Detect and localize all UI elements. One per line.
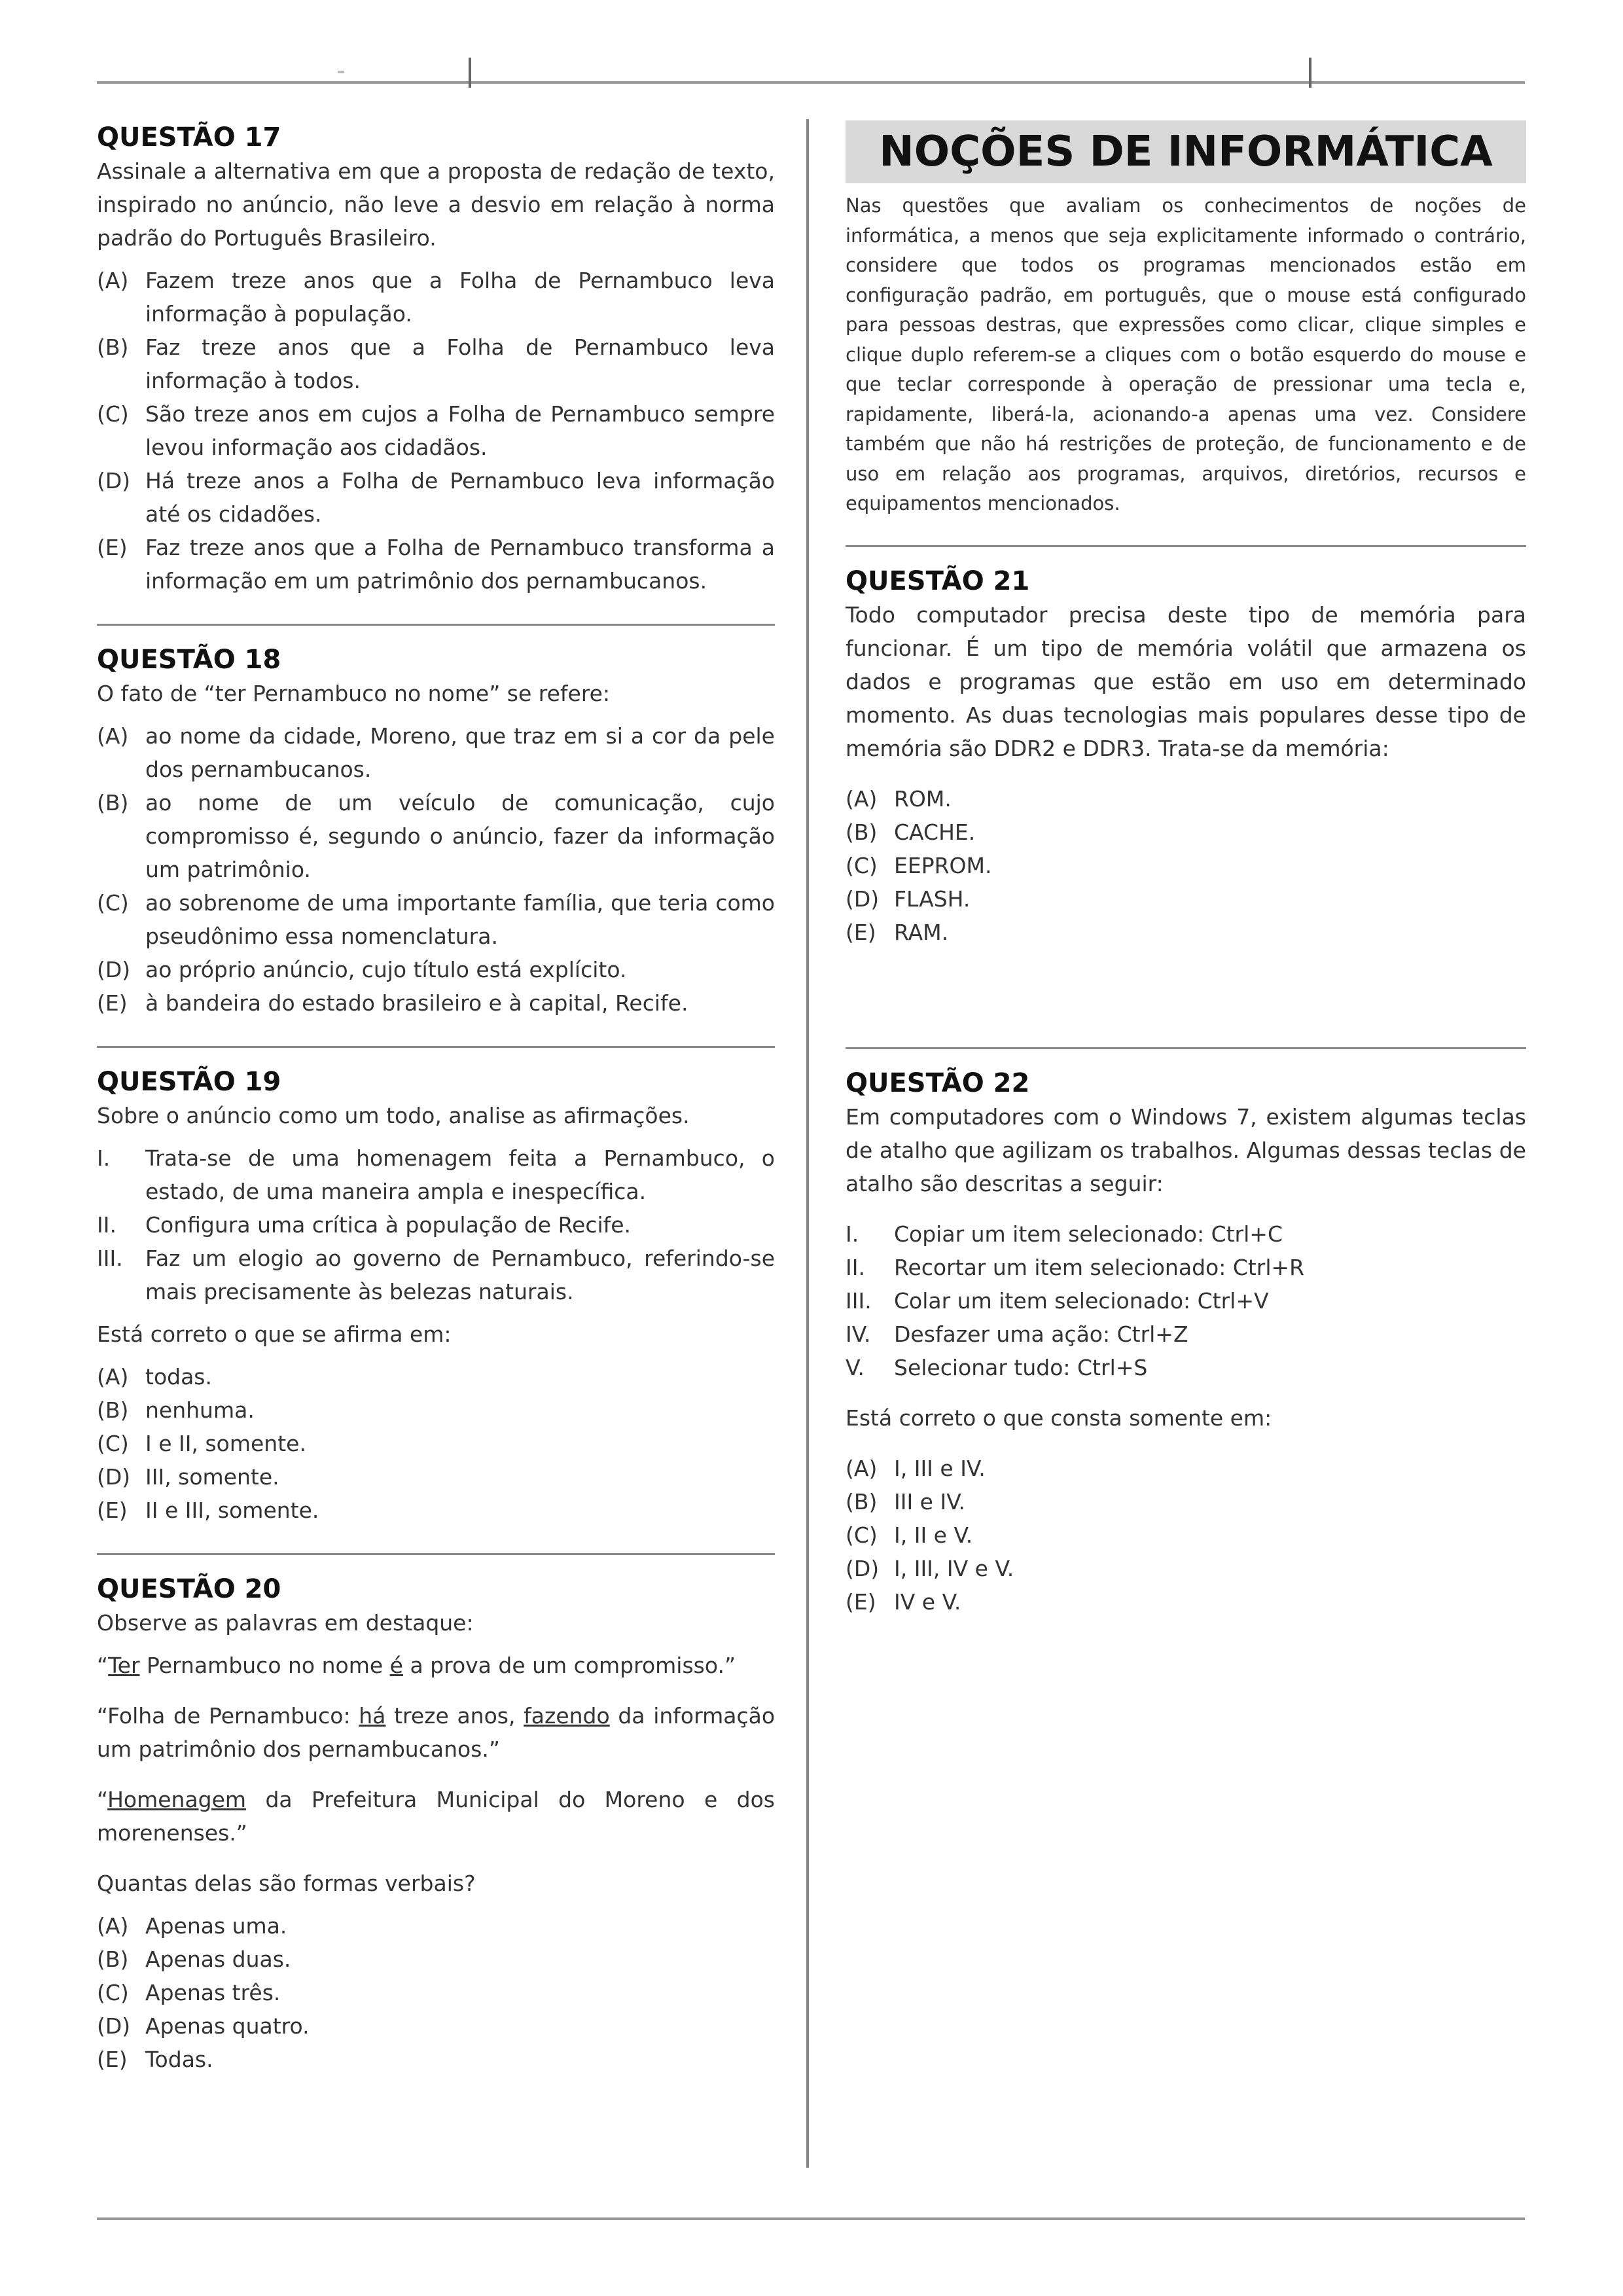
section-title: NOÇÕES DE INFORMÁTICA bbox=[846, 120, 1526, 183]
column-divider bbox=[806, 119, 809, 2168]
question-prompt: Está correto o que consta somente em: bbox=[846, 1405, 1272, 1431]
option-e: (E) Faz treze anos que a Folha de Pernambuco transforma a informação em um patrimônio dos pernambucanos. bbox=[97, 535, 775, 594]
footer-rule bbox=[97, 2217, 1525, 2220]
statement-iv: IV. Desfazer uma ação: Ctrl+Z bbox=[846, 1321, 1188, 1347]
option-b: (B) Faz treze anos que a Folha de Pernambuco leva informação à todos. bbox=[97, 334, 775, 393]
option-d: (D) FLASH. bbox=[846, 886, 971, 912]
option-a: (A) ROM. bbox=[846, 785, 952, 812]
option-b: (B) CACHE. bbox=[846, 819, 976, 845]
question-prompt: Está correto o que se afirma em: bbox=[97, 1321, 452, 1347]
question-stem: Assinale a alternativa em que a proposta de redação de texto, inspirado no anúncio, não leve a desvio em relação à norma padrão do Português Brasileiro. bbox=[97, 158, 775, 251]
highlighted-word: Homenagem bbox=[107, 1787, 247, 1812]
option-e: (E) Todas. bbox=[97, 2047, 213, 2072]
header-tick-left bbox=[469, 58, 471, 88]
statement-ii: II. Configura uma crítica à população de Recife. bbox=[97, 1212, 632, 1238]
question-stem: Todo computador precisa deste tipo de memória para funcionar. É um tipo de memória volátil que armazena os dados e programas que estão em uso em determinado momento. As duas tecnologias mais populares desse tipo de memória são DDR2 e DDR3. Trata-se da memória: bbox=[846, 601, 1526, 761]
option-b: (B) Apenas duas. bbox=[97, 1946, 291, 1972]
highlighted-word: há bbox=[359, 1703, 386, 1729]
option-d: (D) ao próprio anúncio, cujo título está explícito. bbox=[97, 957, 627, 982]
option-e: (E) II e III, somente. bbox=[97, 1498, 319, 1523]
question-stem: Sobre o anúncio como um todo, analise as afirmações. bbox=[97, 1103, 690, 1128]
option-a: (A) I, III e IV. bbox=[846, 1455, 986, 1481]
question-title: QUESTÃO 19 bbox=[97, 1067, 281, 1097]
option-a: (A) Fazem treze anos que a Folha de Pernambuco leva informação à população. bbox=[97, 268, 775, 327]
question-separator bbox=[846, 1047, 1526, 1049]
highlight-quote-2: “Folha de Pernambuco: há treze anos, fazendo da informação um patrimônio dos pernambucanos.” bbox=[97, 1703, 776, 1762]
option-c: (C) São treze anos em cujos a Folha de Pernambuco sempre levou informação aos cidadãos. bbox=[97, 401, 775, 460]
question-stem: O fato de “ter Pernambuco no nome” se refere: bbox=[97, 681, 611, 706]
right-column bbox=[846, 120, 1526, 1619]
question-separator bbox=[97, 624, 775, 626]
statement-v: V. Selecionar tudo: Ctrl+S bbox=[846, 1354, 1148, 1380]
question-21 bbox=[846, 564, 1526, 949]
header-tick-right bbox=[1309, 58, 1311, 88]
question-title: QUESTÃO 18 bbox=[97, 645, 281, 675]
highlighted-word: Ter bbox=[108, 1653, 140, 1678]
option-a: (A) todas. bbox=[97, 1364, 212, 1390]
question-separator bbox=[846, 545, 1526, 547]
statement-iii: III. Colar um item selecionado: Ctrl+V bbox=[846, 1287, 1269, 1314]
option-b: (B) nenhuma. bbox=[97, 1397, 255, 1423]
statement-iii: III. Faz um elogio ao governo de Pernambuco, referindo-se mais precisamente às belezas naturais. bbox=[97, 1246, 775, 1304]
highlight-quote-1: “Ter Pernambuco no nome é a prova de um compromisso.” bbox=[97, 1653, 736, 1678]
option-c: (C) ao sobrenome de uma importante família, que teria como pseudônimo essa nomenclatura. bbox=[97, 890, 775, 949]
question-19 bbox=[97, 1065, 775, 1527]
option-c: (C) EEPROM. bbox=[846, 852, 992, 878]
highlighted-word: fazendo bbox=[524, 1703, 610, 1729]
question-17 bbox=[97, 120, 775, 598]
option-b: (B) III e IV. bbox=[846, 1488, 966, 1515]
option-e: (E) RAM. bbox=[846, 919, 949, 945]
question-18 bbox=[97, 643, 775, 1020]
statement-i: I. Copiar um item selecionado: Ctrl+C bbox=[846, 1221, 1283, 1247]
option-e: (E) à bandeira do estado brasileiro e à capital, Recife. bbox=[97, 990, 688, 1016]
statement-ii: II. Recortar um item selecionado: Ctrl+R bbox=[846, 1254, 1305, 1280]
question-20 bbox=[97, 1572, 775, 2076]
option-a: (A) ao nome da cidade, Moreno, que traz em si a cor da pele dos pernambucanos. bbox=[97, 723, 775, 782]
option-e: (E) IV e V. bbox=[846, 1588, 961, 1615]
left-column bbox=[97, 120, 775, 2076]
question-prompt: Quantas delas são formas verbais? bbox=[97, 1871, 476, 1896]
question-22 bbox=[846, 1066, 1526, 1619]
option-c: (C) I e II, somente. bbox=[97, 1431, 306, 1456]
question-title: QUESTÃO 20 bbox=[97, 1574, 281, 1604]
option-d: (D) Apenas quatro. bbox=[97, 2013, 310, 2039]
question-stem: Em computadores com o Windows 7, existem algumas teclas de atalho que agilizam os trabalhos. Algumas dessas teclas de atalho são descritas a seguir: bbox=[846, 1103, 1526, 1196]
option-d: (D) I, III, IV e V. bbox=[846, 1555, 1014, 1581]
question-separator bbox=[97, 1553, 775, 1555]
highlight-quote-3: “Homenagem da Prefeitura Municipal do Moreno e dos morenenses.” bbox=[97, 1787, 775, 1846]
section-intro: Nas questões que avaliam os conhecimentos de noções de informática, a menos que seja explicitamente informado o contrário, considere que todos os programas mencionados estão em configuração padrão, em português, que o mouse está configurado para pessoas destras, que expressões como clicar, clique simples e clique duplo referem-se a cliques com o botão esquerdo do mouse e que teclar corresponde à operação de pressionar uma tecla e, rapidamente, liberá-la, acionando-a apenas uma vez. Considere também que não há restrições de proteção, de funcionamento e de uso em relação aos programas, arquivos, diretórios, recursos e equipamentos mencionados. bbox=[846, 194, 1526, 514]
option-c: (C) I, II e V. bbox=[846, 1522, 973, 1548]
option-a: (A) Apenas uma. bbox=[97, 1913, 287, 1939]
question-title: QUESTÃO 17 bbox=[97, 122, 281, 152]
option-b: (B) ao nome de um veículo de comunicação, cujo compromisso é, segundo o anúncio, fazer da informação um patrimônio. bbox=[97, 790, 775, 882]
statement-i: I. Trata-se de uma homenagem feita a Pernambuco, o estado, de uma maneira ampla e inespecífica. bbox=[97, 1145, 775, 1204]
question-title: QUESTÃO 21 bbox=[846, 565, 1030, 596]
option-c: (C) Apenas três. bbox=[97, 1980, 281, 2005]
option-d: (D) Há treze anos a Folha de Pernambuco leva informação até os cidadões. bbox=[97, 468, 775, 527]
option-d: (D) III, somente. bbox=[97, 1464, 279, 1490]
header-mark bbox=[338, 71, 344, 73]
question-stem: Observe as palavras em destaque: bbox=[97, 1610, 474, 1636]
question-title: QUESTÃO 22 bbox=[846, 1067, 1030, 1098]
question-separator bbox=[97, 1046, 775, 1048]
highlighted-word: é bbox=[389, 1653, 403, 1678]
